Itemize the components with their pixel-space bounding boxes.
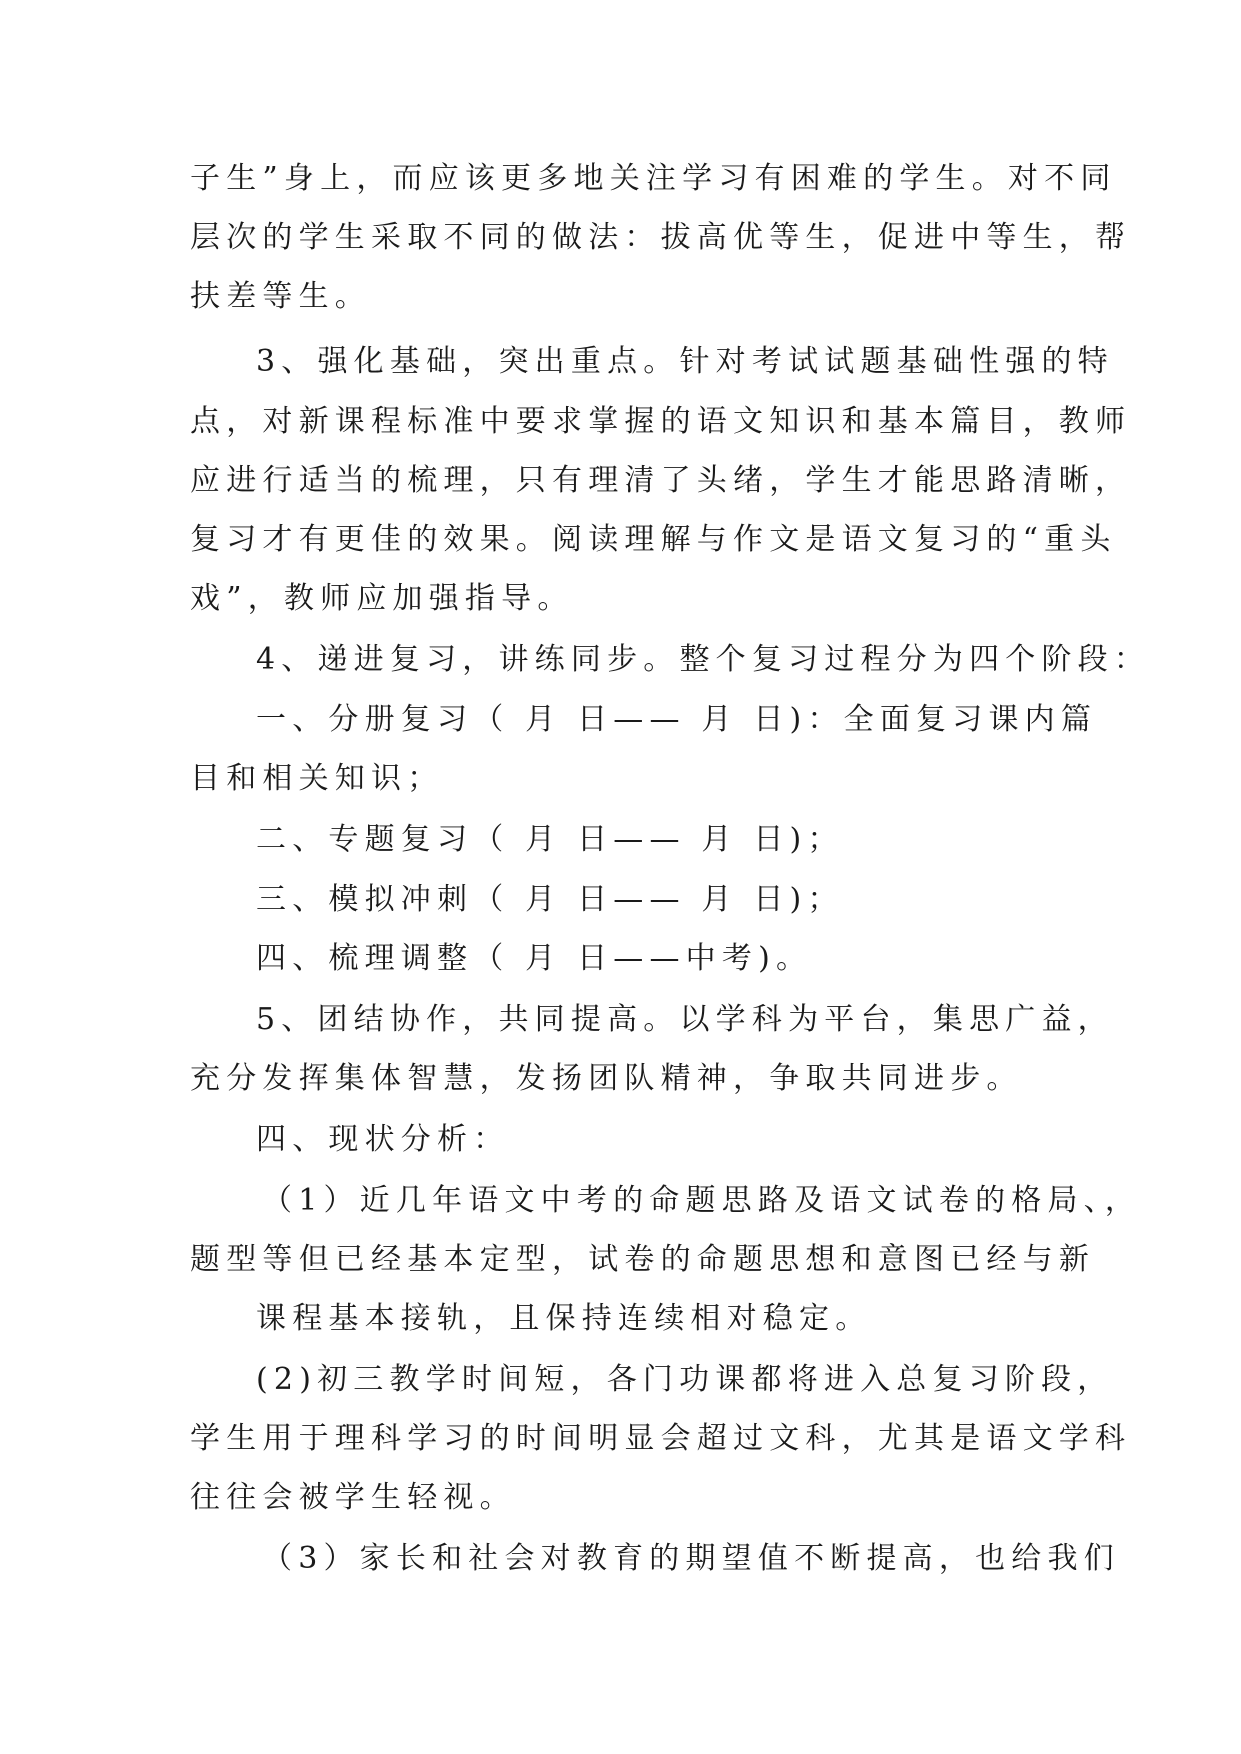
paragraph-5-start: 5、团结协作，共同提高。以学科为平台，集思广益， bbox=[256, 1002, 1114, 1037]
analysis-item-2: (2)初三教学时间短，各门功课都将进入总复习阶段， bbox=[256, 1362, 1114, 1397]
analysis-item-1: （1）近几年语文中考的命题思路及语文试卷的格局、， bbox=[262, 1183, 1142, 1218]
text-line: 学生用于理科学习的时间明显会超过文科，尤其是语文学科 bbox=[190, 1421, 1132, 1456]
text-line: 充分发挥集体智慧，发扬团队精神，争取共同进步。 bbox=[190, 1061, 1023, 1096]
text-line: 扶差等生。 bbox=[190, 279, 371, 314]
paragraph-3-start: 3、强化基础，突出重点。针对考试试题基础性强的特 bbox=[256, 344, 1114, 379]
stage-one: 一、分册复习（ 月 日—— 月 日)：全面复习课内篇 bbox=[256, 702, 1098, 737]
text-line: 子生”身上，而应该更多地关注学习有困难的学生。对不同 bbox=[190, 161, 1117, 196]
stage-three: 三、模拟冲刺（ 月 日—— 月 日)； bbox=[256, 882, 844, 917]
text-line: 点，对新课程标准中要求掌握的语文知识和基本篇目，教师 bbox=[190, 404, 1132, 439]
analysis-item-3: （3）家长和社会对教育的期望值不断提高，也给我们 bbox=[262, 1541, 1120, 1576]
text-line: 应进行适当的梳理，只有理清了头绪，学生才能思路清晰， bbox=[190, 463, 1132, 498]
text-line: 往往会被学生轻视。 bbox=[190, 1480, 516, 1515]
text-line: 复习才有更佳的效果。阅读理解与作文是语文复习的“重头 bbox=[190, 522, 1117, 557]
text-line: 课程基本接轨，且保持连续相对稳定。 bbox=[256, 1301, 872, 1336]
text-line: 戏”，教师应加强指导。 bbox=[190, 581, 574, 616]
text-line: 层次的学生采取不同的做法：拔高优等生，促进中等生，帮 bbox=[190, 220, 1132, 255]
text-line: 题型等但已经基本定型，试卷的命题思想和意图已经与新 bbox=[190, 1242, 1095, 1277]
section-heading-analysis: 四、现状分析： bbox=[256, 1122, 510, 1157]
stage-four: 四、梳理调整（ 月 日——中考)。 bbox=[256, 941, 813, 976]
stage-two: 二、专题复习（ 月 日—— 月 日)； bbox=[256, 822, 844, 857]
paragraph-4-start: 4、递进复习，讲练同步。整个复习过程分为四个阶段： bbox=[256, 642, 1151, 677]
text-line: 目和相关知识； bbox=[190, 761, 444, 796]
